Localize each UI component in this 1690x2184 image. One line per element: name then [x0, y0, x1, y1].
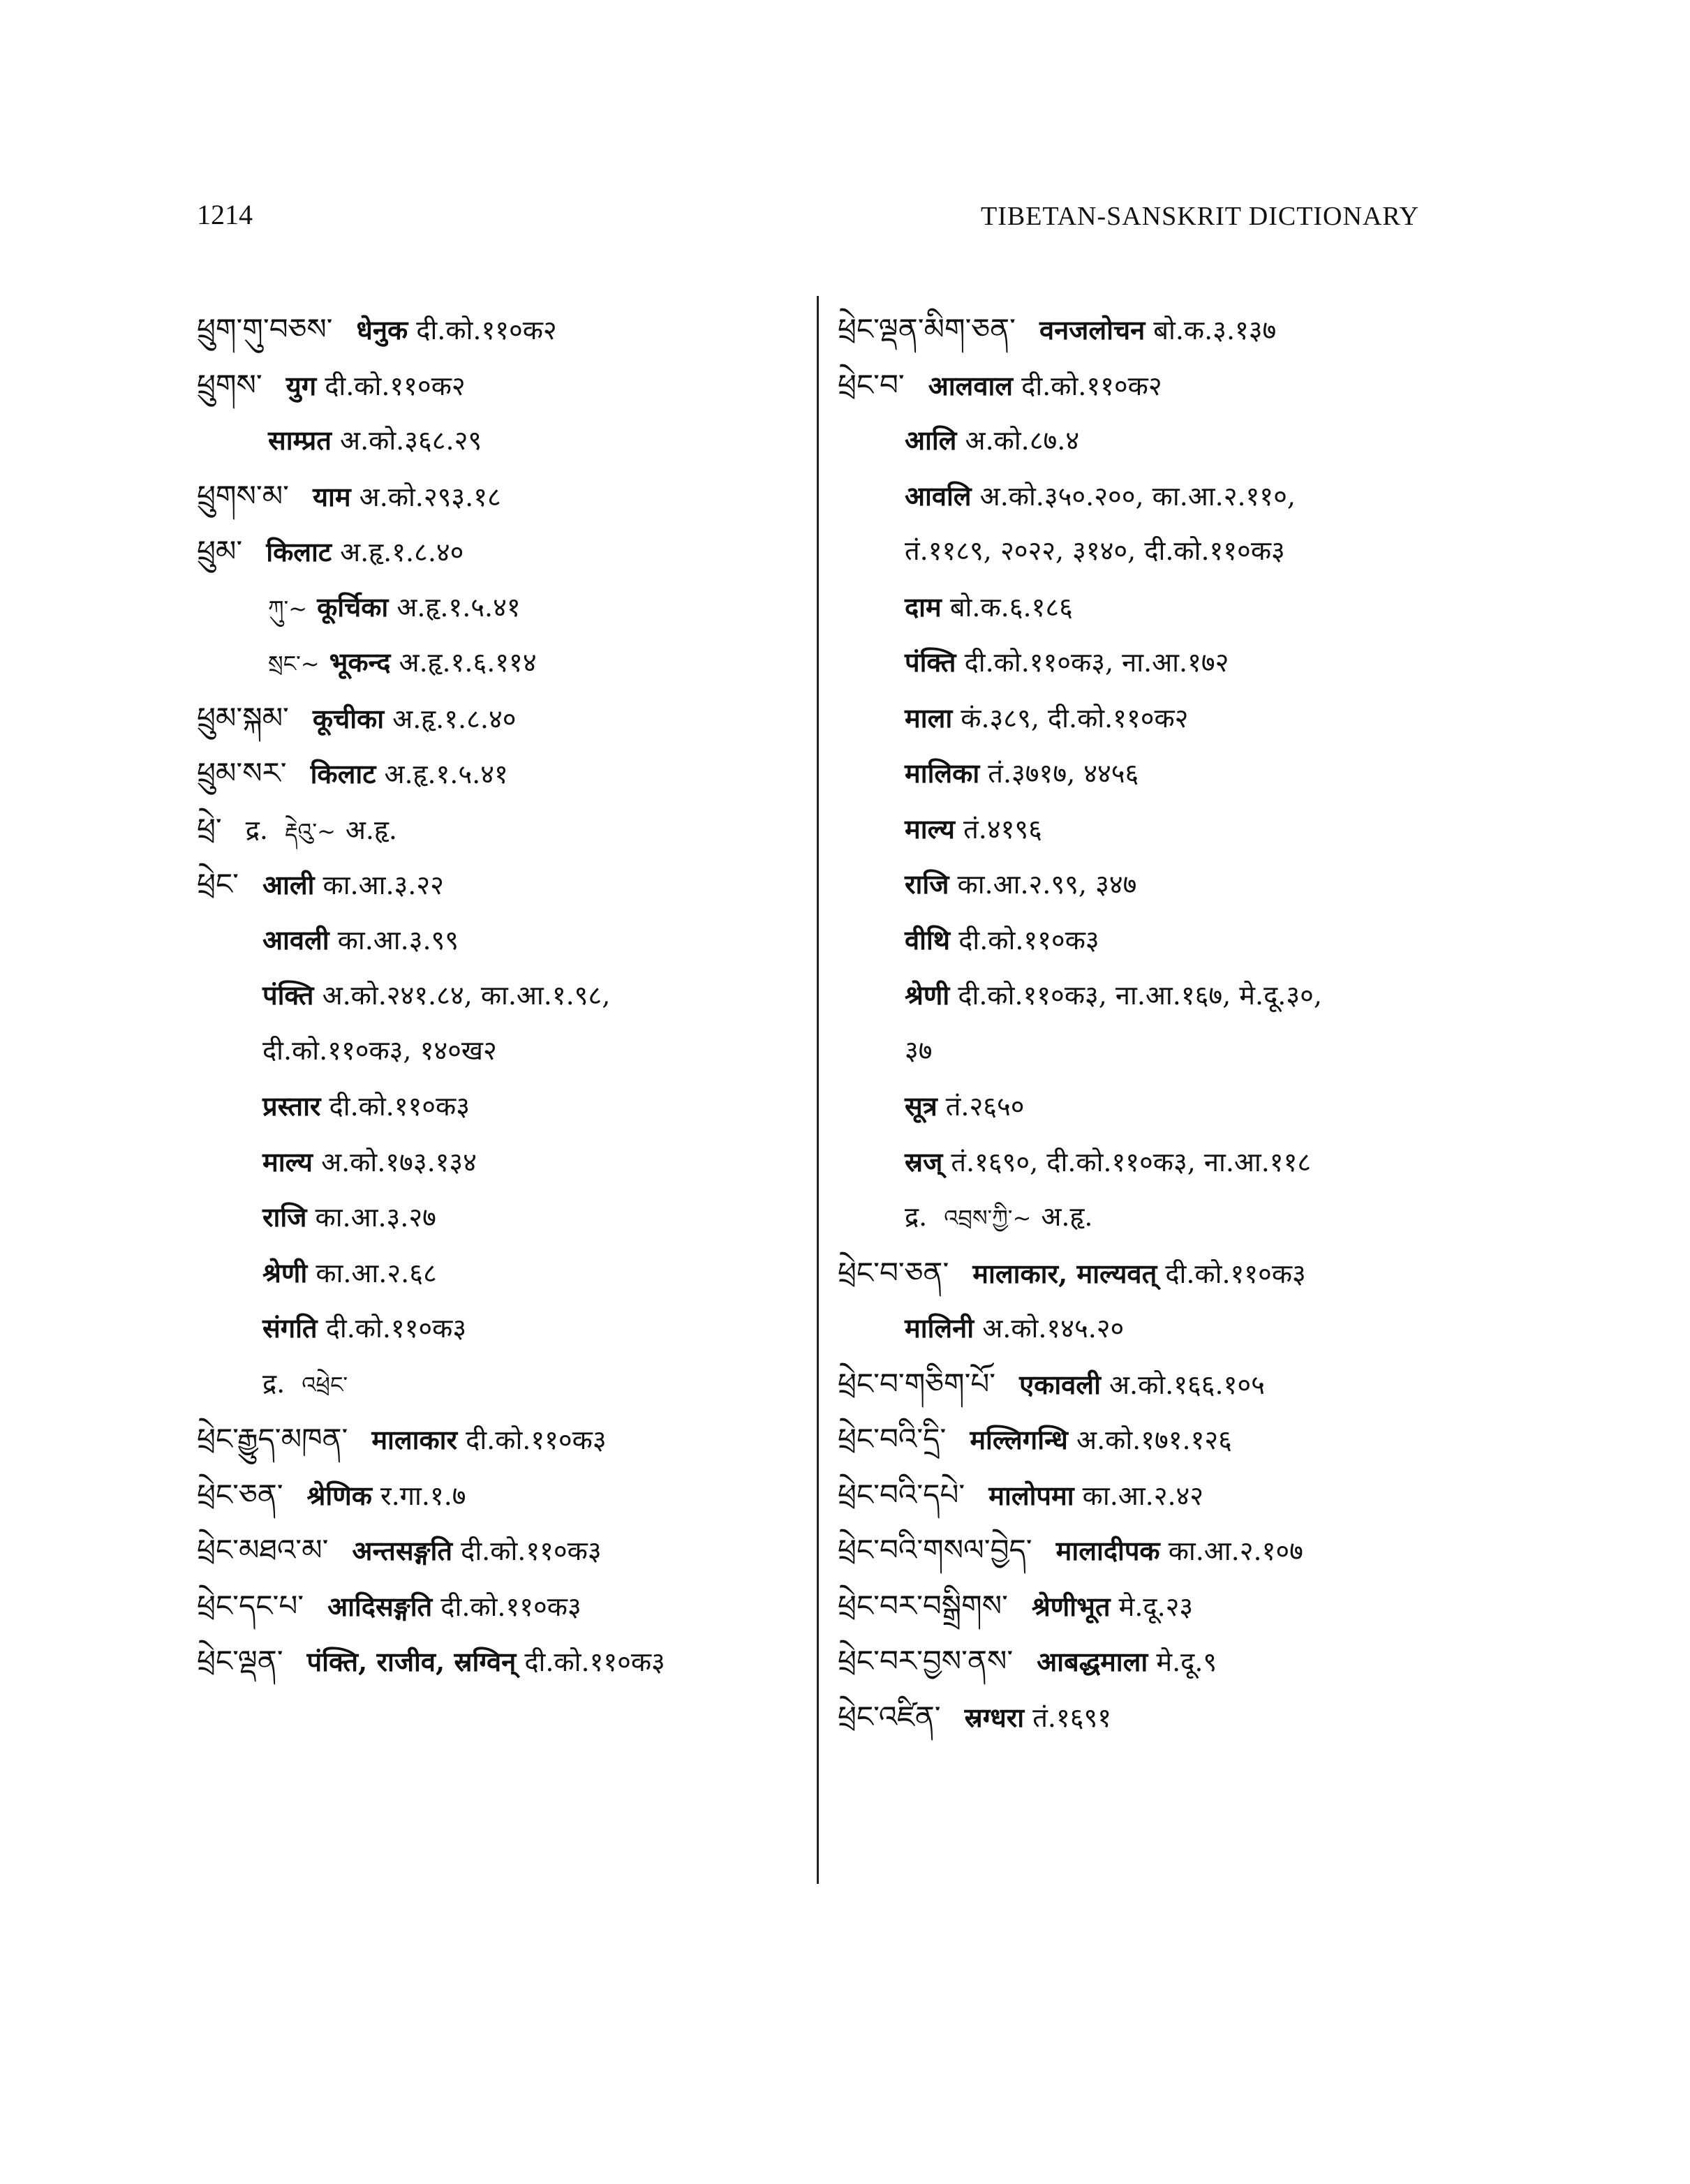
headword-entry-line: [197, 1522, 804, 1578]
source-reference: अ.को.२९३.१८: [359, 481, 501, 512]
sub-entry-line: [197, 413, 804, 468]
sanskrit-equivalent: मालादीपक: [1055, 1535, 1160, 1566]
tibetan-headword: སྲང་~: [268, 651, 320, 677]
source-reference: अ.को.३६८.२९: [340, 425, 482, 456]
headword-entry-line: [197, 302, 804, 357]
sanskrit-equivalent: मालाकार: [371, 1424, 458, 1455]
sanskrit-equivalent: पंक्ति, राजीव, स्रग्विन्: [306, 1646, 517, 1677]
left-column: [197, 302, 804, 1689]
sanskrit-equivalent: वनजलोचन: [1039, 314, 1146, 346]
tibetan-headword: ཕྲེང་ལྡན་མིག་ཅན་: [838, 312, 1016, 346]
sanskrit-equivalent: प्रस्तार: [262, 1090, 321, 1122]
sanskrit-equivalent: पंक्ति: [262, 979, 314, 1011]
headword-entry-line: [838, 1411, 1473, 1467]
sub-entry-line: [838, 856, 1473, 912]
sanskrit-equivalent: किलाट: [266, 536, 332, 567]
headword-entry-line: [838, 357, 1473, 413]
sanskrit-equivalent: एकावली: [1019, 1368, 1101, 1400]
sanskrit-equivalent: माल्य: [262, 1145, 313, 1178]
tibetan-headword: ཕྲུམ་: [197, 534, 243, 568]
source-reference: अ.को.१४५.२०: [982, 1313, 1125, 1344]
sanskrit-equivalent: संगति: [262, 1312, 318, 1344]
headword-entry-line: [838, 1633, 1473, 1689]
tibetan-headword: ཕྲེ་: [197, 811, 222, 846]
sanskrit-equivalent: श्रेणी: [905, 979, 950, 1011]
tibetan-headword: ཕྲེང་བ་: [838, 367, 905, 402]
sub-entry-line: [838, 1078, 1473, 1134]
source-reference: दी.को.११०क३: [1165, 1258, 1306, 1289]
source-reference: का.आ.२.४२: [1082, 1480, 1204, 1511]
source-reference: तं.३७१७, ४४५६: [988, 758, 1139, 789]
sanskrit-equivalent: श्रेणिक: [306, 1479, 372, 1511]
source-reference: बो.क.३.१३७: [1153, 315, 1277, 346]
tibetan-headword: ཕྲེང་བར་བྱས་ནས་: [838, 1644, 1014, 1678]
sub-entry-line: [197, 1078, 804, 1134]
see-reference-marker: द्र.: [905, 1201, 928, 1232]
headword-entry-line: [838, 1522, 1473, 1578]
see-reference-tibetan: འབྲས་ཀྱི་~: [944, 1205, 1032, 1231]
tibetan-headword: ཕྲེང་བ་གཅིག་པོ་: [838, 1366, 996, 1401]
source-reference: दी.को.११०क२: [1021, 370, 1162, 401]
sub-entry-line: [197, 579, 804, 635]
source-reference: का.आ.३.२२: [323, 870, 444, 900]
sub-entry-line: [197, 1189, 804, 1245]
tibetan-headword: ཀུ་~: [268, 595, 308, 622]
sanskrit-equivalent: आदिसङ्गति: [327, 1590, 433, 1622]
source-reference: दी.को.११०क३: [329, 1091, 470, 1122]
source-reference: कं.३८९, दी.को.११०क२: [961, 702, 1189, 734]
headword-entry-line: [838, 1467, 1473, 1523]
source-reference: दी.को.११०क३: [958, 924, 1099, 956]
headword-entry-line: [197, 357, 804, 413]
headword-entry-line: [838, 302, 1473, 357]
sub-entry-line: [197, 1134, 804, 1190]
source-reference: बो.क.६.१८६: [949, 591, 1073, 623]
sub-entry-line: [838, 801, 1473, 857]
headword-entry-line: [197, 468, 804, 524]
sub-entry-line: [838, 1023, 1473, 1079]
see-reference-tibetan: རྡེའུ་~: [285, 817, 336, 845]
headword-entry-line: [197, 690, 804, 746]
sub-entry-line: [197, 634, 804, 690]
sanskrit-equivalent: पंक्ति: [905, 646, 956, 678]
sanskrit-equivalent: माला: [905, 701, 953, 734]
sanskrit-equivalent: आली: [262, 869, 315, 900]
sub-entry-line: [838, 468, 1473, 524]
source-reference: दी.को.११०क३: [325, 1313, 467, 1344]
headword-entry-line: [197, 801, 804, 857]
source-reference: अ.को.१७१.१२६: [1076, 1425, 1232, 1455]
sub-entry-line: [838, 967, 1473, 1023]
sub-entry-line: [838, 1300, 1473, 1356]
headword-entry-line: [197, 1467, 804, 1523]
sanskrit-equivalent: साम्प्रत: [268, 424, 332, 456]
sub-entry-line: [197, 1300, 804, 1356]
see-reference-marker: द्र.: [262, 1367, 286, 1399]
source-reference: का.आ.३.९९: [337, 924, 459, 956]
headword-entry-line: [197, 745, 804, 801]
sub-entry-line: [197, 1023, 804, 1079]
sanskrit-equivalent: कूचीका: [312, 702, 385, 734]
sub-entry-line: [838, 634, 1473, 690]
tibetan-headword: ཕྲེང་བའི་གསལ་བྱེད་: [838, 1533, 1032, 1567]
column-divider: [817, 296, 819, 1884]
source-reference: अ.हृ.१.५.४१: [384, 759, 508, 789]
sanskrit-equivalent: दाम: [905, 590, 942, 623]
sub-entry-line: [197, 967, 804, 1023]
sub-entry-line: [838, 579, 1473, 635]
source-reference: दी.को.११०क२: [325, 370, 466, 401]
source-reference: अ.हृ.: [345, 814, 397, 845]
sub-entry-line: [838, 1134, 1473, 1190]
tibetan-headword: ཕྲེང་བའི་དཔེ་: [838, 1477, 965, 1512]
source-reference: ३७: [905, 1034, 933, 1066]
sanskrit-equivalent: माल्य: [905, 812, 955, 845]
source-reference: दी.को.११०क३, ना.आ.१६७, मे.दू.३०,: [958, 980, 1322, 1011]
tibetan-headword: ཕྲེང་བའི་དྲི་: [838, 1422, 947, 1456]
sanskrit-equivalent: मालाकार, माल्यवत्: [972, 1257, 1157, 1289]
sanskrit-equivalent: आलि: [905, 424, 957, 456]
sanskrit-equivalent: युग: [286, 369, 317, 401]
sanskrit-equivalent: आबद्धमाला: [1037, 1646, 1148, 1677]
source-reference: का.आ.२.६८: [316, 1257, 437, 1288]
tibetan-headword: ཕྲུགས་: [197, 367, 262, 402]
sub-entry-line: [838, 413, 1473, 468]
source-reference: मे.दू.९: [1156, 1647, 1217, 1677]
headword-entry-line: [197, 523, 804, 579]
source-reference: दी.को.११०क३: [440, 1591, 581, 1622]
source-reference: का.आ.२.९९, ३४७: [957, 869, 1137, 900]
tibetan-headword: ཕྲེང་ལྡན་: [197, 1644, 283, 1678]
sanskrit-equivalent: वीथि: [905, 923, 951, 956]
source-reference: दी.को.११०क३: [461, 1536, 602, 1566]
sanskrit-equivalent: स्रज्: [905, 1145, 943, 1178]
sub-entry-line: [838, 523, 1473, 579]
source-reference: दी.को.११०क३, १४०ख२: [262, 1034, 497, 1066]
source-reference: दी.को.११०क३: [524, 1647, 665, 1677]
source-reference: अ.हृ.: [1041, 1201, 1093, 1232]
sub-entry-line: [197, 1245, 804, 1301]
sanskrit-equivalent: मालोपमा: [988, 1479, 1074, 1511]
tibetan-headword: ཕྲེང་ཅན་: [197, 1477, 283, 1512]
see-reference-marker: द्र.: [245, 814, 269, 845]
source-reference: अ.हृ.१.८.४०: [340, 537, 464, 567]
sub-entry-line: [197, 912, 804, 968]
source-reference: तं.१६९१: [1032, 1702, 1112, 1733]
sanskrit-equivalent: भूकन्द: [329, 646, 391, 678]
headword-entry-line: [838, 1578, 1473, 1634]
source-reference: दी.को.११०क२: [416, 315, 557, 346]
source-reference: अ.को.२४१.८४, का.आ.१.९८,: [322, 980, 611, 1011]
headword-entry-line: [197, 1411, 804, 1467]
right-column: [838, 302, 1473, 1744]
tibetan-headword: ཕྲེང་དང་པ་: [197, 1588, 304, 1623]
tibetan-headword: ཕྲེང་བར་བསྒྲིགས་: [838, 1588, 1008, 1623]
source-reference: तं.११८९, २०२२, ३१४०, दी.को.११०क३: [905, 535, 1285, 566]
sub-entry-line: [838, 1189, 1473, 1245]
tibetan-headword: ཕྲུགས་མ་: [197, 478, 289, 513]
sanskrit-equivalent: याम: [312, 480, 351, 512]
sanskrit-equivalent: राजि: [262, 1201, 307, 1233]
sanskrit-equivalent: मालिनी: [905, 1312, 974, 1344]
source-reference: अ.को.१७३.१३४: [321, 1146, 477, 1178]
tibetan-headword: ཕྲེང་མཐའ་མ་: [197, 1533, 329, 1567]
source-reference: अ.को.८७.४: [965, 425, 1080, 456]
sanskrit-equivalent: आलवाल: [928, 369, 1014, 401]
headword-entry-line: [838, 1245, 1473, 1301]
source-reference: अ.हृ.१.५.४१: [396, 591, 521, 623]
tibetan-headword: ཕྲེང་བ་ཅན་: [838, 1255, 949, 1290]
source-reference: दी.को.११०क३: [466, 1425, 607, 1455]
page-number: 1214: [197, 199, 253, 230]
source-reference: अ.हृ.१.६.११४: [399, 647, 537, 678]
tibetan-headword: ཕྲུག་གུ་བཅས་: [197, 312, 333, 346]
sanskrit-equivalent: आवली: [262, 923, 329, 956]
source-reference: तं.४१९६: [963, 813, 1042, 845]
source-reference: का.आ.३.२७: [315, 1202, 436, 1233]
sanskrit-equivalent: कूर्चिका: [317, 590, 389, 623]
sub-entry-line: [838, 690, 1473, 746]
tibetan-headword: ཕྲེང་: [197, 867, 239, 901]
headword-entry-line: [197, 1578, 804, 1634]
source-reference: अ.को.१६६.१०५: [1109, 1369, 1265, 1400]
sub-entry-line: [838, 912, 1473, 968]
source-reference: अ.हृ.१.८.४०: [392, 703, 517, 734]
source-reference: मे.दू.२३: [1118, 1591, 1194, 1622]
sanskrit-equivalent: सूत्र: [905, 1090, 937, 1122]
sanskrit-equivalent: श्रेणीभूत: [1031, 1590, 1111, 1622]
source-reference: तं.२६५०: [945, 1091, 1025, 1122]
tibetan-headword: ཕྲེང་འཛིན་: [838, 1699, 941, 1734]
sanskrit-equivalent: श्रेणी: [262, 1256, 308, 1288]
headword-entry-line: [197, 856, 804, 912]
headword-entry-line: [197, 1633, 804, 1689]
source-reference: तं.१६९०, दी.को.११०क३, ना.आ.११८: [951, 1146, 1312, 1178]
headword-entry-line: [838, 1356, 1473, 1412]
see-reference-tibetan: འཕྲེང་: [302, 1371, 348, 1398]
sanskrit-equivalent: धेनुक: [356, 314, 408, 346]
sub-entry-line: [838, 745, 1473, 801]
sanskrit-equivalent: स्रग्धरा: [964, 1701, 1025, 1733]
tibetan-headword: ཕྲུམ་སྐམ་: [197, 700, 289, 735]
headword-entry-line: [838, 1689, 1473, 1745]
tibetan-headword: ཕྲུམ་སར་: [197, 756, 287, 790]
source-reference: अ.को.३५०.२००, का.आ.२.११०,: [979, 480, 1296, 512]
running-head: TIBETAN-SANSKRIT DICTIONARY: [981, 202, 1420, 231]
sanskrit-equivalent: अन्तसङ्गति: [352, 1535, 453, 1566]
source-reference: का.आ.२.१०७: [1168, 1536, 1303, 1566]
sub-entry-line: [197, 1356, 804, 1412]
source-reference: दी.को.११०क३, ना.आ.१७२: [964, 647, 1229, 678]
sanskrit-equivalent: मालिका: [905, 757, 980, 789]
sanskrit-equivalent: आवलि: [905, 480, 972, 512]
sanskrit-equivalent: राजि: [905, 868, 949, 900]
sanskrit-equivalent: किलाट: [310, 758, 376, 789]
source-reference: र.गा.१.७: [380, 1480, 466, 1511]
sanskrit-equivalent: मल्लिगन्धि: [970, 1424, 1068, 1455]
tibetan-headword: ཕྲེང་རྒྱུད་མཁན་: [197, 1422, 348, 1456]
